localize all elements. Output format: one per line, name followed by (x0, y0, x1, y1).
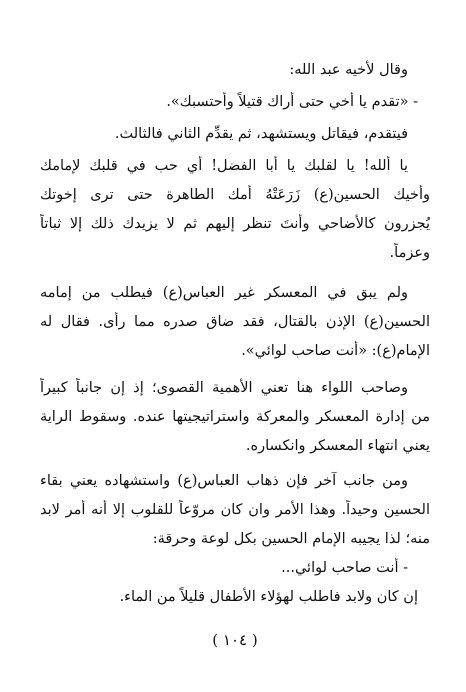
text-line-15: الحسين وحيداً. وهذا الأمر وان كان مروّعاً للقلوب إلا أنه أمر لابد (40, 502, 430, 518)
book-page (40, 0, 430, 692)
text-line-1: وقال لأخيه عبد الله: (289, 62, 408, 78)
text-line-6: يُجزرون كالأضاحي وأنتَ تنظر إليهم ثم لا يزيدك ذلك إلا ثباتاً (40, 216, 430, 232)
text-line-3: فيتقدم، فيقاتل ويستشهد، ثم يقدِّم الثاني فالثالث. (114, 126, 408, 142)
text-line-17: - أنت صاحب لوائي... (281, 560, 408, 576)
text-line-2: - «تقدم يا أخي حتى أراك قتيلاً وأحتسبك». (166, 94, 418, 110)
text-line-13: يعني انتهاء المعسكر وانكساره. (245, 438, 430, 454)
text-line-11: وصاحب اللواء هنا تعني الأهمية القصوى؛ إذ إن جانباً كبيراً (40, 380, 408, 396)
text-line-18: إن كان ولابد فاطلب لهؤلاء الأطفال قليلاً من الماء. (119, 589, 418, 605)
text-line-8: ولم يبق في المعسكر غير العباس(ع) فيطلب من إمامه (40, 285, 408, 301)
text-line-9: الحسين(ع) الإذن بالقتال، فقد ضاق صدره مما رأى. فقال له (40, 314, 430, 330)
text-line-16: منه؛ لذا يجيبه الإمام الحسين بكل لوعة وحرقة: (152, 531, 430, 547)
text-line-10: الإمام(ع): «أنت صاحب لوائي». (241, 343, 430, 359)
page-number: ( ١٠٤ ) (212, 631, 258, 649)
text-line-14: ومن جانب آخر فإن ذهاب العباس(ع) واستشهاده يعني بقاء (40, 473, 408, 489)
text-line-7: وعزماً. (389, 245, 430, 261)
text-line-12: من إدارة المعسكر والمعركة واستراتيجيتها عنده. وسقوط الراية (40, 409, 430, 425)
text-line-5: وأخيك الحسين(ع) زَرَعَتْهُ أمك الطاهرة حتى ترى إخوتك (40, 187, 430, 203)
text-line-4: يا ألله! يا لقلبك يا أبا الفضل! أي حب في قلبك لإمامك (40, 158, 408, 174)
